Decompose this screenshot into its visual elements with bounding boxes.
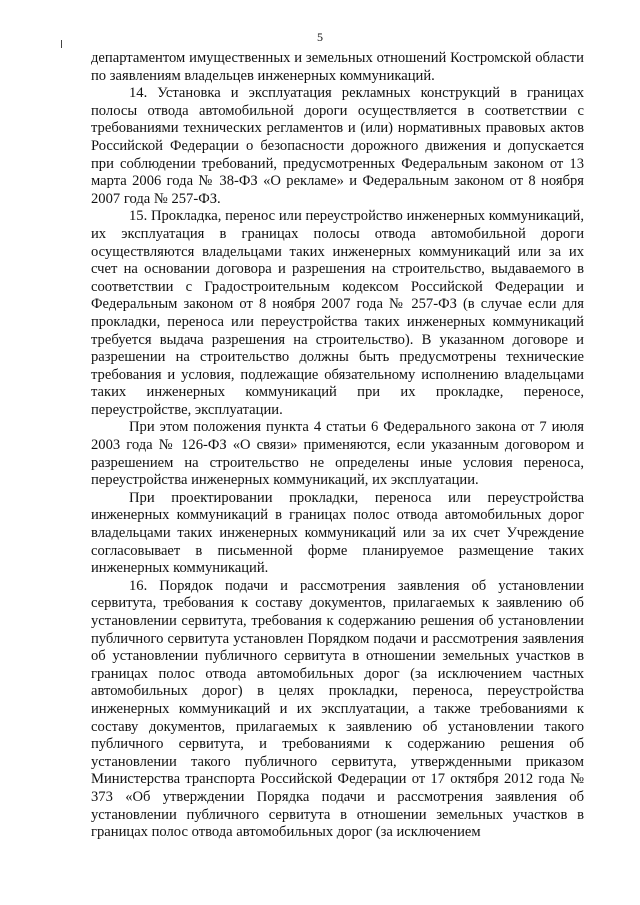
paragraph-continuation: департаментом имущественных и земельных отношений Костромской области по заявлениям владельцев инженерных коммуникаций. [91, 50, 584, 84]
paragraph-item-15: 15. Прокладка, перенос или переустройство инженерных коммуникаций, их эксплуатация в границах полосы отвода автомобильной дороги осуществляются владельцами таких инженерных коммуникаций или за их счет на основании договора и разрешения на строительство, выдаваемого в соответствии с Градостроительным кодексом Российской Федерации и Федеральным законом от 8 ноября 2007 года № 257-ФЗ (в случае если для прокладки, переноса или переустройства таких инженерных коммуникаций требуется выдача разрешения на строительство). В указанном договоре и разрешении на строительство должны быть предусмотрены технические требования и условия, подлежащие обязательному исполнению владельцами таких инженерных коммуникаций при их прокладке, переносе, переустройстве, эксплуатации. [91, 208, 584, 418]
paragraph-design-approval: При проектировании прокладки, переноса или переустройства инженерных коммуникаций в границах полос отвода автомобильных дорог владельцами таких инженерных коммуникаций или за их счет Учреждение согласовывает в письменной форме планируемое размещение таких инженерных коммуникаций. [91, 489, 584, 577]
document-body [91, 50, 584, 842]
margin-mark [61, 40, 62, 48]
page-number: 5 [317, 30, 323, 44]
paragraph-item-16: 16. Порядок подачи и рассмотрения заявления об установлении сервитута, требования к составу документов, прилагаемых к заявлению об установлении сервитута, требования к содержанию решения об установлении публичного сервитута установлен Порядком подачи и рассмотрения заявления об установлении публичного сервитута в отношении земельных участков в границах полос отвода автомобильных дорог (за исключением частных автомобильных дорог) в целях прокладки, переноса, переустройства инженерных коммуникаций и их эксплуатации, а также требованиями к составу документов, прилагаемых к заявлению об установлении такого публичного сервитута, и требованиями к содержанию решения об установлении такого публичного сервитута, утвержденными приказом Министерства транспорта Российской Федерации от 17 октября 2012 года № 373 «Об утверждении Порядка подачи и рассмотрения заявления об установлении публичного сервитута в отношении земельных участков в границах полос отвода автомобильных дорог (за исключением [91, 577, 584, 841]
paragraph-item-14: 14. Установка и эксплуатация рекламных конструкций в границах полосы отвода автомобильной дороги осуществляется в соответствии с требованиями технических регламентов и (или) нормативных правовых актов Российской Федерации о безопасности дорожного движения и допускается при соблюдении требований, предусмотренных Федеральным законом от 13 марта 2006 года № 38-ФЗ «О рекламе» и Федеральным законом от 8 ноября 2007 года № 257-ФЗ. [91, 85, 584, 207]
paragraph-communications-law: При этом положения пункта 4 статьи 6 Федерального закона от 7 июля 2003 года № 126-ФЗ «О связи» применяются, если указанным договором и разрешением на строительство не определены иные условия переноса, переустройства инженерных коммуникаций, их эксплуатации. [91, 419, 584, 489]
